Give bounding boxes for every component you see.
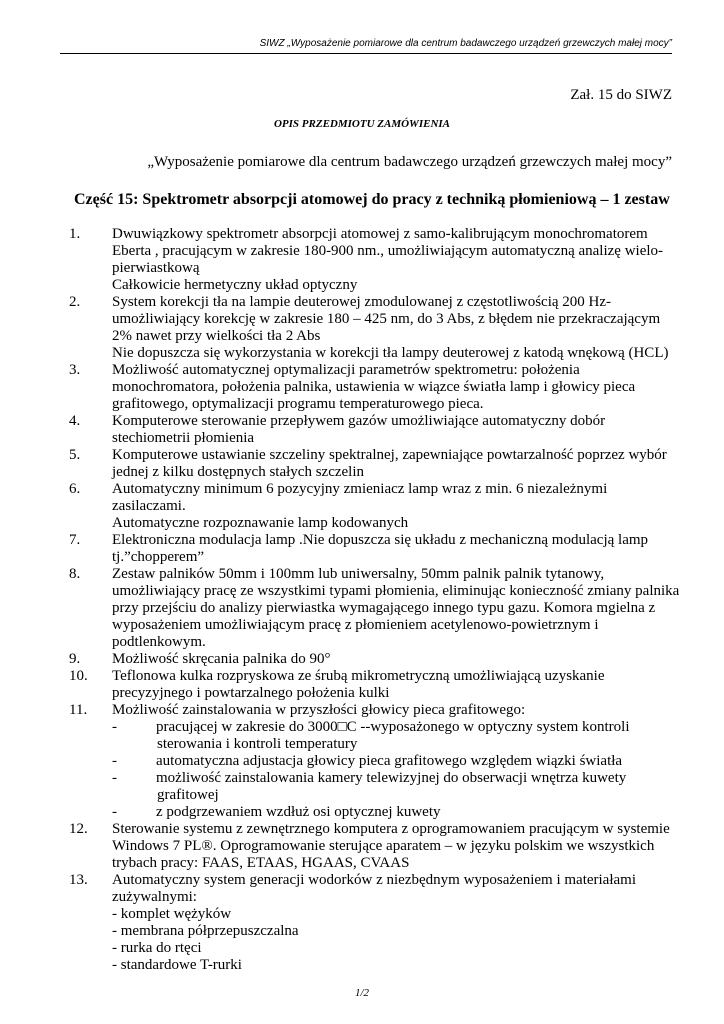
- spec-line: grafitowego, optymalizacji programu temperaturowego pieca.: [112, 396, 484, 412]
- procurement-subject: „Wyposażenie pomiarowe dla centrum badawczego urządzeń grzewczych małej mocy”: [147, 154, 672, 170]
- spec-line: System korekcji tła na lampie deuterowej zmodulowanej z częstotliwością 200 Hz-: [112, 294, 612, 310]
- spec-item-body: [112, 821, 672, 872]
- spec-item: [0, 447, 724, 481]
- spec-item-body: [112, 668, 672, 702]
- spec-line: Możliwość zainstalowania w przyszłości głowicy pieca grafitowego:: [112, 702, 526, 718]
- spec-item: [0, 566, 724, 651]
- header-rule: [60, 53, 672, 54]
- spec-line: Sterowanie systemu z zewnętrznego komputera z oprogramowaniem pracującym w systemie: [112, 821, 670, 837]
- spec-item: [0, 481, 724, 532]
- spec-line: jednej z kilku dostępnych stałych szczelin: [112, 464, 365, 480]
- spec-item: [0, 872, 724, 974]
- spec-item-body: [112, 702, 672, 821]
- spec-line: monochromatora, położenia palnika, ustawienia w wiązce światła lamp i głowicy pieca: [112, 379, 636, 395]
- specification-list: [0, 226, 724, 974]
- spec-line: Zestaw palników 50mm i 100mm lub uniwersalny, 50mm palnik palnik tytanowy,: [112, 566, 605, 582]
- spec-item-number: 3.: [69, 362, 81, 378]
- spec-item-body: [112, 294, 672, 362]
- spec-line: Teflonowa kulka rozpryskowa ze śrubą mikrometryczną umożliwiającą uzyskanie: [112, 668, 605, 684]
- spec-item: [0, 821, 724, 872]
- sub-item-dash: -: [112, 804, 117, 820]
- spec-item-body: [112, 413, 672, 447]
- spec-item-number: 12.: [69, 821, 88, 837]
- spec-line: tj.”chopperem”: [112, 549, 205, 565]
- spec-line: - rurka do rtęci: [112, 940, 202, 956]
- spec-item: [0, 532, 724, 566]
- spec-line: umożliwiający korekcję w zakresie 180 – 425 nm, do 3 Abs, z błędem nie przekraczającym: [112, 311, 661, 327]
- sub-item: [112, 753, 672, 770]
- spec-line: Automatyczny system generacji wodorków z niezbędnym wyposażeniem i materiałami: [112, 872, 636, 888]
- spec-item-number: 11.: [69, 702, 88, 718]
- spec-line: Automatyczne rozpoznawanie lamp kodowanych: [112, 515, 409, 531]
- spec-line: zasilaczami.: [112, 498, 186, 514]
- attachment-label: Zał. 15 do SIWZ: [570, 87, 672, 103]
- sub-item-line: możliwość zainstalowania kamery telewizyjnej do obserwacji wnętrza kuwety: [156, 770, 627, 786]
- spec-item-number: 4.: [69, 413, 81, 429]
- spec-item-number: 8.: [69, 566, 81, 582]
- spec-line: - standardowe T-rurki: [112, 957, 242, 973]
- spec-line: Windows 7 PL®. Oprogramowanie sterujące aparatem – w języku polskim we wszystkich: [112, 838, 655, 854]
- spec-item: [0, 413, 724, 447]
- spec-item-number: 2.: [69, 294, 81, 310]
- spec-item-body: [112, 481, 672, 532]
- sub-item: [112, 719, 672, 753]
- spec-line: - komplet wężyków: [112, 906, 232, 922]
- part-title: Część 15: Spektrometr absorpcji atomowej do pracy z techniką płomieniową – 1 zestaw: [74, 191, 670, 208]
- spec-item-number: 7.: [69, 532, 81, 548]
- spec-line: 2% nawet przy wielkości tła 2 Abs: [112, 328, 321, 344]
- running-header: SIWZ „Wyposażenie pomiarowe dla centrum badawczego urządzeń grzewczych małej mocy”: [259, 38, 672, 49]
- sub-item-line: sterowania i kontroli temperatury: [157, 736, 358, 752]
- spec-item-body: [112, 362, 672, 413]
- spec-line: trybach pracy: FAAS, ETAAS, HGAAS, CVAAS: [112, 855, 410, 871]
- spec-line: Eberta , pracującym w zakresie 180-900 nm., umożliwiającym automatyczną analizę wielo-: [112, 243, 664, 259]
- sub-item: [112, 804, 672, 821]
- sub-item-line: pracującej w zakresie do 3000□C --wyposażonego w optyczny system kontroli: [156, 719, 630, 735]
- spec-line: Komputerowe sterowanie przepływem gazów umożliwiające automatyczny dobór: [112, 413, 606, 429]
- spec-item-body: [112, 651, 672, 668]
- document-title: OPIS PRZEDMIOTU ZAMÓWIENIA: [273, 118, 451, 130]
- spec-item: [0, 226, 724, 294]
- spec-item-number: 5.: [69, 447, 81, 463]
- sub-item-dash: -: [112, 719, 117, 735]
- spec-line: Elektroniczna modulacja lamp .Nie dopuszcza się układu z mechaniczną modulacją lamp: [112, 532, 649, 548]
- spec-item: [0, 651, 724, 668]
- sub-item-line: z podgrzewaniem wzdłuż osi optycznej kuwety: [156, 804, 441, 820]
- spec-line: stechiometrii płomienia: [112, 430, 255, 446]
- sub-item-line: grafitowej: [157, 787, 219, 803]
- spec-item: [0, 702, 724, 821]
- spec-item-body: [112, 226, 672, 294]
- spec-line: wyposażeniem umożliwiającym pracę z płomieniem acetylenowo-powietrznym i: [112, 617, 599, 633]
- spec-line: Możliwość skręcania palnika do 90°: [112, 651, 331, 667]
- spec-line: Możliwość automatycznej optymalizacji parametrów spektrometru: położenia: [112, 362, 580, 378]
- spec-item-number: 9.: [69, 651, 81, 667]
- spec-line: - membrana półprzepuszczalna: [112, 923, 299, 939]
- spec-line: umożliwiający pracę ze wszystkimi typami płomienia, eliminując konieczność zmiany palnika: [112, 583, 680, 599]
- sub-item-dash: -: [112, 770, 117, 786]
- sub-item-line: automatyczna adjustacja głowicy pieca grafitowego względem wiązki światła: [156, 753, 623, 769]
- spec-line: Nie dopuszcza się wykorzystania w korekcji tła lampy deuterowej z katodą wnękową (HCL): [112, 345, 669, 361]
- spec-item-number: 13.: [69, 872, 88, 888]
- spec-line: precyzyjnego i powtarzalnego położenia kulki: [112, 685, 390, 701]
- sub-item: [112, 770, 672, 804]
- spec-item: [0, 362, 724, 413]
- spec-line: Komputerowe ustawianie szczeliny spektralnej, zapewniające powtarzalność poprzez wybór: [112, 447, 667, 463]
- spec-item-body: [112, 532, 672, 566]
- spec-line: zużywalnymi:: [112, 889, 197, 905]
- spec-item: [0, 668, 724, 702]
- spec-item: [0, 294, 724, 362]
- spec-item-number: 10.: [69, 668, 88, 684]
- spec-line: przy przejściu do analizy pierwiastka wymagającego innego typu gazu. Komora mgielna z: [112, 600, 656, 616]
- sub-item-dash: -: [112, 753, 117, 769]
- spec-line: pierwiastkową: [112, 260, 200, 276]
- spec-item-body: [112, 872, 672, 974]
- spec-item-number: 6.: [69, 481, 81, 497]
- spec-item-body: [112, 447, 672, 481]
- page-number: 1/2: [354, 987, 370, 999]
- spec-item-number: 1.: [69, 226, 81, 242]
- spec-line: Całkowicie hermetyczny układ optyczny: [112, 277, 358, 293]
- spec-line: Automatyczny minimum 6 pozycyjny zmieniacz lamp wraz z min. 6 niezależnymi: [112, 481, 608, 497]
- spec-line: Dwuwiązkowy spektrometr absorpcji atomowej z samo-kalibrującym monochromatorem: [112, 226, 648, 242]
- spec-item-body: [112, 566, 680, 651]
- spec-line: podtlenkowym.: [112, 634, 206, 650]
